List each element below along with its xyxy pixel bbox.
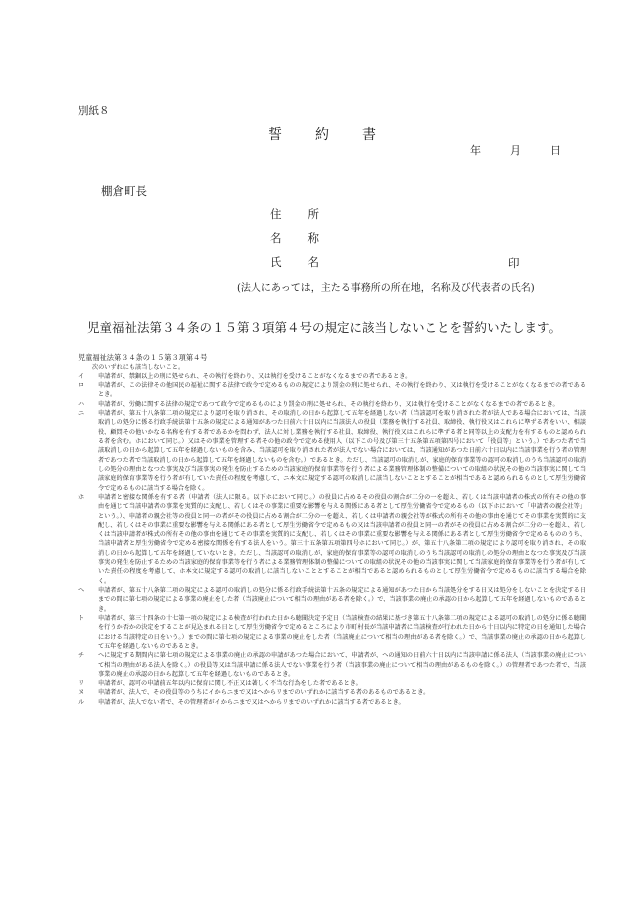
- law-item: [78, 400, 586, 409]
- corporate-note: (法人にあっては，主たる事務所の所在地，名称及び代表者の氏名): [237, 283, 535, 294]
- item-marker: ト: [78, 614, 85, 622]
- item-marker: へ: [78, 587, 85, 594]
- item-marker: ホ: [78, 493, 85, 501]
- item-text: 申請者が、この法律その他国民の福祉に関する法律で政令で定めるものの規定により罰金の刑に処せられ、その執行を終わり、又は執行を受けることがなくなるまでの者であるとき。: [98, 382, 586, 399]
- law-title: 児童福祉法第３４条の１５第３項第４号: [78, 353, 208, 362]
- seal-mark: 印: [508, 256, 520, 270]
- law-item: [78, 679, 586, 688]
- person-name-field-label: 氏 名: [270, 255, 319, 269]
- item-marker: チ: [78, 652, 85, 660]
- item-text: へに規定する期間内に第七項の規定による事業の廃止の承認の申請があつた場合において、申請者が、への通知の日前六十日以内に当該申請に係る法人（当該事業の廃止について相当の理由がある法人を除く。）の役員等又は当該申請に係る法人でない事業を行う者（当該事業の廃止について相当の理由があるものを除く。）の管理者であつた者で、当該事業の廃止の承認の日から起算して五年を経過しないものであるとき。: [98, 652, 586, 678]
- name-field-label: 名 称: [270, 231, 319, 245]
- item-marker: ニ: [78, 410, 85, 418]
- pledge-statement: 児童福祉法第３４条の１５第３項第４号の規定に該当しないことを誓約いたします。: [87, 320, 562, 335]
- law-item: [78, 409, 586, 493]
- law-item: [78, 614, 586, 651]
- date-month-label: 月: [510, 144, 521, 157]
- law-item: [78, 651, 586, 679]
- title-char: 約: [315, 127, 329, 143]
- item-marker: ヌ: [78, 689, 85, 697]
- date-line: [470, 142, 561, 158]
- item-text: 申請者が、労働に関する法律の規定であつて政令で定めるものにより罰金の刑に処せられ、その執行を終わり、又は執行を受けることがなくなるまでの者であるとき。: [98, 400, 559, 408]
- date-day-label: 日: [550, 144, 561, 157]
- law-excerpt: [78, 353, 586, 707]
- law-item: [78, 372, 586, 381]
- item-text: 申請者と密接な関係を有する者（申請者（法人に限る。以下ホにおいて同じ。）の役員に占めるその役員の割合が二分の一を超え、若しくは当該申請者の株式の所有その他の事由を通じて当該申請者の事業を実質的に支配し、若しくはその事業に重要な影響を与える関係にある者として厚生労働省令で定めるもの（以下ホにおいて「申請者の親会社等」という。）、申請者の親会社等の役員と同一の者がその役員に占める割合が二分の一を超え、若しくは申請者の親会社等が株式の所有その他の事由を通じてその事業を実質的に支配し、若しくはその事業に重要な影響を与える関係にある者として厚生労働省令で定めるもの又は当該申請者の役員と同一の者がその役員に占める割合が二分の一を超え、若しくは当該申請者が株式の所有その他の事由を通じてその事業を実質的に支配し、若しくはその事業に重要な影響を与える関係にある者として厚生労働省令で定めるもののうち、当該申請者と厚生労働省令で定める密接な関係を有する法人をいう。第三十五条第五項第四号ホにおいて同じ。）が、第五十八条第二項の規定により認可を取り消され、その取消しの日から起算して五年を経過していないとき。ただし、当該認可の取消しが、家庭的保育事業等の認可の取消しのうち当該認可の取消しの処分の理由となつた事実及び当該事実の発生を防止するための当該家庭的保育事業等を行う者による業務管理体制の整備についての取組の状況その他の当該事実に関して当該家庭的保育事業等を行う者が有していた責任の程度を考慮して、ホ本文に規定する認可の取消しに該当しないこととすることが相当であると認められるものとして厚生労働省令で定めるものに該当する場合を除く。: [98, 493, 586, 585]
- item-marker: リ: [78, 680, 85, 688]
- item-text: 申請者が、第五十八条第二項の規定による認可の取消しの処分に係る行政手続法第十五条の規定による通知があつた日から当該処分をする日又は処分をしないことを決定する日までの間に第七項の規定による事業の廃止をした者（当該廃止について相当の理由がある者を除く。）で、当該事業の廃止の承認の日から起算して五年を経過しないものであるとき。: [98, 587, 586, 613]
- item-text: 申請者が、法人で、その役員等のうちにイからニまで又はへからリまでのいずれかに該当する者のあるものであるとき。: [98, 689, 430, 697]
- date-year-label: 年: [470, 144, 481, 157]
- title-char: 書: [362, 127, 376, 143]
- annex-label: 別紙８: [78, 105, 110, 117]
- addressee: 棚倉町長: [101, 184, 147, 198]
- address-field-label: 住 所: [270, 207, 319, 221]
- item-text: 申請者が、認可の申請前五年以内に保育に関し不正又は著しく不当な行為をした者であるとき。: [98, 680, 362, 688]
- item-text: 申請者が、第三十四条の十七第一項の規定による検査が行われた日から聴聞決定予定日（当該検査の結果に基づき第五十八条第二項の規定による認可の取消しの処分に係る聴聞を行うか否かの決定をすることが見込まれる日として厚生労働省令で定めるところにより市町村長が当該申請者に当該検査が行われた日から十日以内に特定の日を通知した場合における当該特定の日をいう。）までの間に第七項の規定による事業の廃止をした者（当該廃止について相当の理由がある者を除く。）で、当該事業の廃止の承認の日から起算して五年を経過しないものであるとき。: [98, 614, 586, 650]
- law-item: [78, 698, 586, 707]
- law-item: [78, 688, 586, 697]
- item-marker: ロ: [78, 382, 85, 390]
- item-marker: ハ: [78, 400, 85, 408]
- item-text: 申請者が、禁錮以上の刑に処せられ、その執行を終わり、又は執行を受けることがなくなるまでの者であるとき。: [98, 372, 412, 380]
- law-item: [78, 493, 586, 586]
- item-marker: ル: [78, 698, 85, 706]
- item-text: 申請者が、第五十八条第二項の規定により認可を取り消され、その取消しの日から起算して五年を経過しない者（当該認可を取り消された者が法人である場合においては、当該取消しの処分に係る行政手続法第十五条の規定による通知があつた日前六十日以内に当該法人の役員（業務を執行する社員、取締役、執行役又はこれらに準ずる者をいい、相談役、顧問その他いかなる名称を有する者であるかを問わず、法人に対し業務を執行する社員、取締役、執行役又はこれらに準ずる者と同等以上の支配力を有するものと認められる者を含む。ホにおいて同じ。）又はその事業を管理する者その他の政令で定める使用人（以下この号及び第三十五条第五項第四号において「役員等」という。）であつた者で当該取消しの日から起算して五年を経過しないものを含み、当該認可を取り消された者が法人でない場合においては、当該通知があつた日前六十日以内に当該事業を行う者の管理者であつた者で当該取消しの日から起算して五年を経過しないものを含む。）であるとき。ただし、当該認可の取消しが、家庭的保育事業等の認可の取消しのうち当該認可の取消しの処分の理由となつた事実及び当該事実の発生を防止するための当該家庭的保育事業等を行う者による業務管理体制の整備についての取組の状況その他の当該事実に関して当該家庭的保育事業等を行う者が有していた責任の程度を考慮して、ニ本文に規定する認可の取消しに該当しないこととすることが相当であると認められるものとして厚生労働省令で定めるものに該当する場合を除く。: [98, 410, 586, 492]
- law-item: [78, 586, 586, 614]
- item-text: 申請者が、法人でない者で、その管理者がイからニまで又はへからリまでのいずれかに該当する者であるとき。: [98, 698, 405, 706]
- document-title: [268, 124, 376, 144]
- law-item: [78, 381, 586, 400]
- title-char: 誓: [268, 127, 282, 143]
- item-marker: イ: [78, 372, 85, 380]
- law-intro: 次のいずれにも該当しないこと。: [92, 363, 185, 371]
